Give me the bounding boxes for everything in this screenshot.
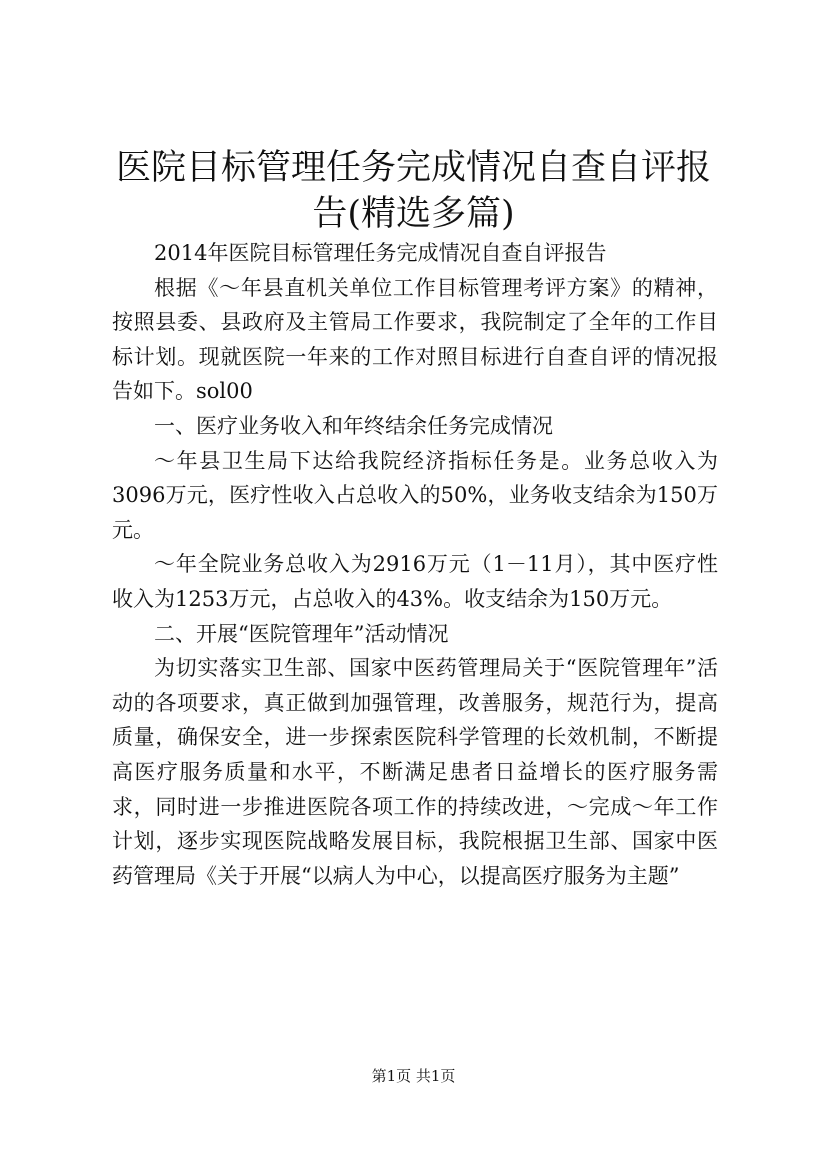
paragraph-subtitle: 2014年医院目标管理任务完成情况自查自评报告 [154, 241, 607, 265]
section-heading-management-year: 二、开展“医院管理年”活动情况 [154, 621, 449, 646]
section-heading-income: 一、医疗业务收入和年终结余任务完成情况 [154, 413, 553, 438]
paragraph-results: ～年全院业务总收入为2916万元（1－11月），其中医疗性收入为1253万元，占总收入的43%。收支结余为150万元。 [112, 552, 718, 611]
page-footer: 第1页 共1页 [371, 1067, 456, 1085]
document-body [112, 236, 718, 893]
paragraph-intro: 根据《～年县直机关单位工作目标管理考评方案》的精神，按照县委、县政府及主管局工作要求，我院制定了全年的工作目标计划。现就医院一年来的工作对照目标进行自查自评的情况报告如下。sol00 [112, 275, 718, 404]
paragraph-management-year: 为切实落实卫生部、国家中医药管理局关于“医院管理年”活动的各项要求，真正做到加强管理，改善服务，规范行为，提高质量，确保安全，进一步探索医院科学管理的长效机制，不断提高医疗服务质量和水平，不断满足患者日益增长的医疗服务需求，同时进一步推进医院各项工作的持续改进，～完成～年工作计划，逐步实现医院战略发展目标，我院根据卫生部、国家中医药管理局《关于开展“以病人为中心，以提高医疗服务为主题” [112, 656, 718, 888]
document-title: 医院目标管理任务完成情况自查自评报告(精选多篇) [115, 148, 711, 234]
paragraph-targets: ～年县卫生局下达给我院经济指标任务是。业务总收入为3096万元，医疗性收入占总收入的50%，业务收支结余为150万元。 [112, 448, 718, 542]
